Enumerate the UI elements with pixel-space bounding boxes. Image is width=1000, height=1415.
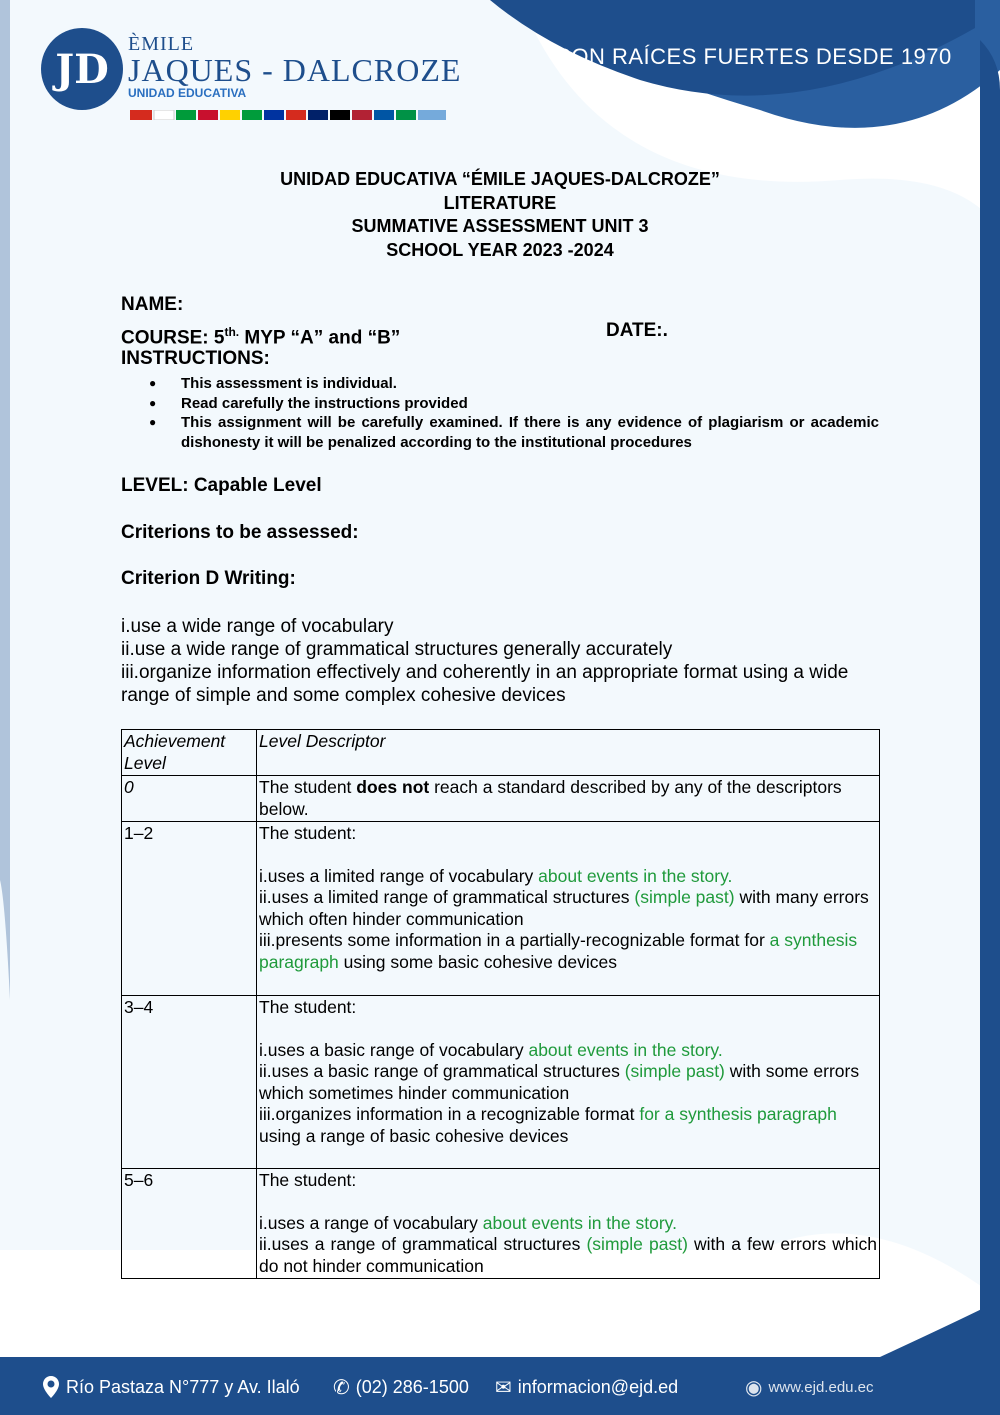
course-label-post: MYP “A” and “B” (239, 327, 401, 349)
school-logo-emblem: JD (41, 28, 123, 110)
descriptor-text: ii.uses a range of grammatical structures (259, 1234, 587, 1254)
criteria-list (121, 615, 883, 707)
descriptor-text: reach a standard described by any of the descriptors below. (259, 777, 842, 819)
descriptor-highlight: about events in the story. (482, 1212, 677, 1233)
table-row (122, 1169, 880, 1279)
descriptor-bold-text: does not (356, 777, 430, 797)
rubric-level-cell: 0 (122, 776, 257, 822)
level-heading: LEVEL: Capable Level (121, 475, 322, 496)
descriptor-highlight: a synthesis paragraph (259, 930, 858, 972)
instruction-item: ● This assignment will be carefully examined. If there is any evidence of plagiarism or academic dishonesty it will be penalized according to the institutional procedures (181, 413, 879, 452)
flags-strip (130, 110, 446, 120)
descriptor-highlight: about events in the story. (538, 865, 733, 886)
descriptor-line (259, 1234, 877, 1277)
course-label-sup: th. (224, 325, 240, 339)
descriptor-intro: The student: (259, 997, 357, 1017)
footer-phone (333, 1375, 469, 1400)
descriptor-text: with some errors which sometimes hinder communication (259, 1061, 860, 1103)
descriptor-highlight: (simple past) (586, 1234, 688, 1254)
logo-sub-text: UNIDAD EDUCATIVA (128, 86, 247, 100)
footer-email-text[interactable]: informacion@ejd.ed (517, 1377, 679, 1397)
descriptor-line (259, 866, 877, 888)
logo-top-text: ÈMILE (128, 33, 195, 55)
descriptor-text: i.uses a basic range of vocabulary (259, 1039, 529, 1060)
descriptor-line (259, 1213, 877, 1235)
rubric-level-cell: 1–2 (122, 822, 257, 996)
footer-address-text: Río Pastaza N°777 y Av. Ilaló (66, 1376, 300, 1397)
rubric-level-cell: 3–4 (122, 996, 257, 1169)
descriptor-text: with a few errors which do not hinder communication (259, 1234, 877, 1276)
criteria-item: i.use a wide range of vocabulary (121, 616, 394, 637)
descriptor-text: ii.uses a limited range of grammatical structures (259, 887, 635, 907)
footer-web-text[interactable]: www.ejd.edu.ec (768, 1379, 874, 1396)
school-slogan: CON RAÍCES FUERTES DESDE 1970 (555, 44, 952, 69)
location-pin-icon (42, 1375, 60, 1399)
table-row (122, 730, 880, 776)
descriptor-line (259, 1040, 877, 1062)
header-assessment-title: SUMMATIVE ASSESSMENT UNIT 3 (351, 216, 649, 236)
table-row (122, 822, 880, 996)
document-header (0, 168, 1000, 262)
descriptor-line (259, 887, 877, 930)
web-icon: ◉ (745, 1377, 763, 1399)
phone-icon: ✆ (333, 1377, 350, 1399)
logo-name-text: JAQUES - DALCROZE (128, 52, 462, 88)
descriptor-highlight: (simple past) (634, 887, 735, 907)
rubric-header-descriptor: Level Descriptor (257, 730, 880, 776)
footer-phone-text: (02) 286-1500 (355, 1377, 469, 1397)
descriptor-line (259, 1104, 877, 1147)
descriptor-text: using a range of basic cohesive devices (259, 1125, 569, 1146)
descriptor-intro: The student: (259, 1170, 357, 1190)
rubric-level-cell: 5–6 (122, 1169, 257, 1279)
criterion-d-heading: Criterion D Writing: (121, 568, 296, 589)
rubric-descriptor-cell (257, 996, 880, 1169)
school-logo-text (128, 34, 461, 100)
instruction-item: ● This assessment is individual. (181, 374, 879, 394)
descriptor-highlight: about events in the story. (528, 1039, 723, 1060)
instruction-item: ● Read carefully the instructions provided (181, 394, 879, 414)
instructions-label: INSTRUCTIONS: (121, 348, 270, 369)
descriptor-text: using some basic cohesive devices (338, 951, 617, 972)
descriptor-line (259, 930, 877, 973)
criteria-item: iii.organize information effectively and coherently in an appropriate format using a wide range of simple and some complex cohesive devices (121, 662, 849, 706)
table-row (122, 996, 880, 1169)
descriptor-text: iii.organizes information in a recognizable format (259, 1104, 640, 1124)
descriptor-text: ii.uses a basic range of grammatical structures (259, 1061, 625, 1081)
descriptor-intro: The student: (259, 823, 357, 843)
descriptor-text: with many errors which often hinder communication (259, 887, 869, 929)
header-subject: LITERATURE (443, 192, 557, 213)
descriptor-text: i.uses a limited range of vocabulary (259, 865, 539, 886)
footer-web[interactable] (745, 1375, 874, 1400)
criteria-item: ii.use a wide range of grammatical structures generally accurately (121, 639, 673, 660)
descriptor-text: i.uses a range of vocabulary (259, 1212, 483, 1233)
course-field-label (121, 321, 400, 348)
descriptor-line (259, 1061, 877, 1104)
descriptor-text: iii.presents some information in a partially-recognizable format for (259, 930, 770, 950)
name-field-label: NAME: (121, 294, 184, 315)
rubric-descriptor-cell (257, 776, 880, 822)
descriptor-highlight: (simple past) (624, 1061, 725, 1081)
date-field-label: DATE:. (606, 320, 668, 341)
descriptor-text: The student (259, 777, 357, 797)
rubric-table (121, 729, 880, 1279)
student-fields (121, 294, 400, 375)
instructions-list (181, 374, 879, 452)
header-school-name: UNIDAD EDUCATIVA “ÉMILE JAQUES-DALCROZE” (280, 169, 720, 189)
table-row (122, 776, 880, 822)
footer-address (42, 1375, 300, 1399)
rubric-descriptor-cell (257, 1169, 880, 1279)
descriptor-highlight: for a synthesis paragraph (639, 1104, 837, 1124)
course-label-pre: COURSE: 5 (121, 327, 225, 349)
mail-icon: ✉ (495, 1377, 512, 1399)
footer-email[interactable] (495, 1375, 678, 1400)
rubric-header-level: Achievement Level (122, 730, 257, 776)
header-school-year: SCHOOL YEAR 2023 -2024 (386, 239, 614, 260)
criterions-heading: Criterions to be assessed: (121, 522, 359, 543)
rubric-descriptor-cell (257, 822, 880, 996)
